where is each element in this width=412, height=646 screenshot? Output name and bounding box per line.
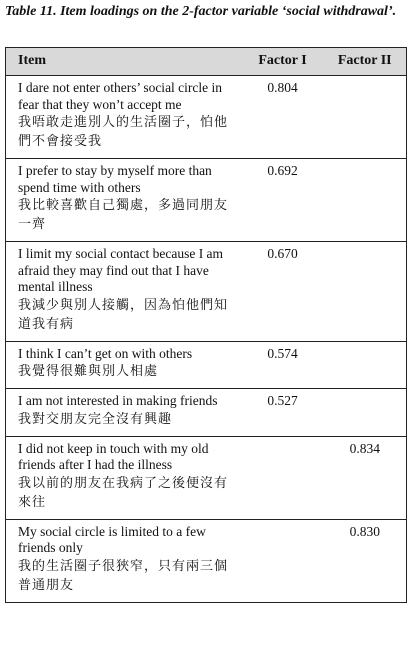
- header-row: [6, 48, 407, 76]
- factor-2-value: [324, 242, 407, 342]
- item-chinese: 我對交朋友完全沒有興趣: [18, 411, 173, 427]
- item-cell: [6, 519, 242, 602]
- factor-2-value: [324, 76, 407, 159]
- header-factor-2: Factor II: [324, 48, 407, 76]
- item-chinese: 我比較喜歡自己獨處，多過同朋友一齊: [18, 198, 229, 232]
- item-english: I dare not enter others’ social circle in fear that they won’t accept me: [18, 80, 223, 112]
- item-cell: [6, 436, 242, 519]
- factor-2-value: 0.830: [349, 523, 380, 539]
- table-row: [6, 341, 407, 389]
- header-item: Item: [6, 48, 242, 76]
- item-chinese: 我減少與別人接觸，因為怕他們知道我有病: [18, 297, 229, 332]
- table-row: [6, 242, 407, 342]
- factor-2-value: 0.834: [349, 440, 380, 456]
- item-loadings-table: [5, 47, 407, 603]
- table-row: [6, 389, 407, 437]
- item-english: I limit my social contact because I am afraid they may find out that I have mental illness: [18, 246, 224, 294]
- table-caption: Table 11. Item loadings on the 2-factor variable ‘social withdrawal’.: [5, 4, 397, 19]
- item-cell: [6, 341, 242, 389]
- item-cell: [6, 389, 242, 437]
- table-row: [6, 519, 407, 602]
- table-row: [6, 76, 407, 159]
- factor-2-value: [324, 341, 407, 389]
- item-english: I did not keep in touch with my old friends after I had the illness: [18, 440, 209, 472]
- factor-1-value: 0.670: [267, 246, 298, 261]
- item-chinese: 我以前的朋友在我病了之後便沒有來往: [18, 475, 229, 510]
- item-cell: [6, 76, 242, 159]
- factor-1-value: 0.574: [267, 345, 298, 361]
- item-cell: [6, 242, 242, 342]
- item-english: I think I can’t get on with others: [18, 345, 193, 361]
- header-factor-1: Factor I: [242, 48, 324, 76]
- factor-2-value: [324, 159, 407, 242]
- item-english: I prefer to stay by myself more than spend time with others: [18, 163, 212, 195]
- item-chinese: 我的生活圈子很狹窄，只有兩三個普通朋友: [18, 558, 229, 593]
- factor-1-value: 0.804: [267, 80, 298, 95]
- item-english: My social circle is limited to a few friends only: [18, 523, 206, 555]
- factor-1-value: 0.527: [267, 393, 298, 408]
- factor-2-value: [324, 389, 407, 437]
- table-row: [6, 436, 407, 519]
- factor-1-value: [242, 436, 324, 519]
- table-row: [6, 159, 407, 242]
- item-cell: [6, 159, 242, 242]
- factor-1-value: [242, 519, 324, 602]
- item-english: I am not interested in making friends: [18, 393, 218, 408]
- item-chinese: 我唔敢走進別人的生活圈子，怕他們不會接受我: [18, 115, 229, 149]
- item-chinese: 我覺得很難與別人相處: [18, 364, 159, 379]
- factor-1-value: 0.692: [267, 163, 298, 178]
